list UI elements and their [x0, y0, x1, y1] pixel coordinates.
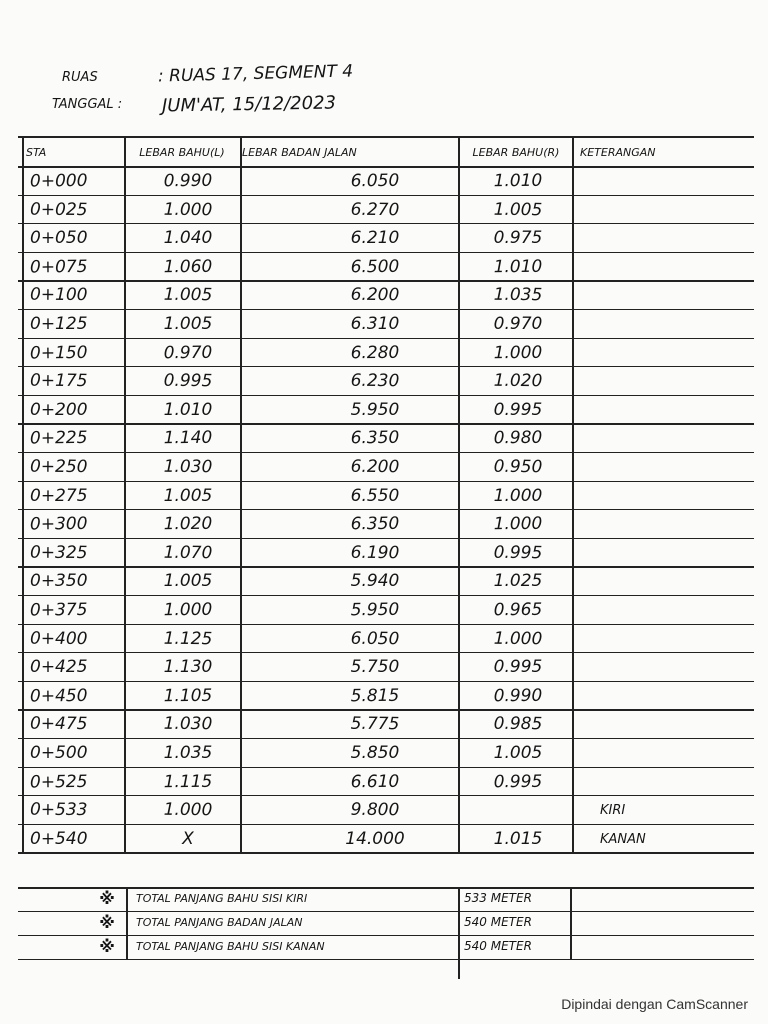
bahu-right-cell: 0.995	[493, 542, 543, 564]
bahu-right-cell: 1.000	[493, 513, 543, 535]
badan-jalan-cell: 6.350	[350, 513, 400, 535]
bahu-right-cell: 1.000	[493, 342, 543, 363]
bahu-left-cell: 1.010	[163, 399, 213, 420]
badan-jalan-cell: 6.280	[350, 342, 400, 363]
sta-cell: 0+250	[29, 456, 88, 478]
bahu-right-cell: 0.995	[493, 657, 543, 678]
bahu-left-cell: 1.115	[163, 771, 213, 792]
bahu-right-cell: 0.970	[493, 314, 543, 334]
bahu-left-cell: 1.105	[163, 685, 213, 707]
bahu-right-cell: 1.000	[493, 628, 543, 649]
sta-cell: 0+050	[30, 228, 88, 249]
badan-jalan-cell: 6.190	[350, 542, 400, 564]
table-rule	[18, 681, 754, 682]
badan-jalan-cell: 6.270	[350, 199, 400, 220]
table-rule	[18, 709, 754, 710]
bahu-right-cell: 1.025	[493, 571, 543, 592]
table-rule	[18, 767, 754, 768]
bahu-left-cell: 1.000	[163, 599, 213, 621]
bahu-left-cell: 1.035	[163, 743, 213, 763]
date-label: TANGGAL :	[52, 97, 123, 112]
sta-cell: 0+150	[29, 342, 88, 364]
summary-value: 540 METER	[464, 915, 532, 929]
bahu-right-cell: 0.990	[493, 685, 543, 707]
bahu-right-cell: 1.010	[493, 256, 543, 278]
table-rule	[18, 509, 754, 510]
table-rule	[18, 223, 754, 224]
table-rule	[18, 309, 754, 310]
badan-jalan-cell: 9.800	[350, 799, 400, 821]
table-rule	[18, 652, 754, 653]
badan-jalan-cell: 6.230	[350, 370, 400, 392]
sta-cell: 0+175	[29, 370, 88, 392]
sta-cell: 0+125	[30, 314, 88, 334]
badan-jalan-cell: 5.815	[350, 685, 400, 707]
badan-jalan-cell: 5.775	[350, 714, 400, 735]
table-rule	[18, 423, 754, 424]
summary-value: 540 METER	[464, 939, 532, 953]
bahu-left-cell: 1.070	[163, 542, 213, 564]
table-rule	[18, 824, 754, 825]
table-rule	[18, 481, 754, 482]
sta-cell: 0+400	[29, 628, 88, 649]
sta-cell: 0+300	[29, 514, 88, 535]
sta-cell: 0+025	[29, 199, 88, 220]
bahu-right-cell: 1.005	[493, 199, 543, 220]
sta-cell: 0+200	[30, 399, 88, 420]
column-header: LEBAR BAHU(L)	[139, 146, 225, 159]
table-rule	[18, 959, 754, 960]
badan-jalan-cell: 6.050	[350, 628, 400, 649]
table-rule	[22, 136, 24, 852]
summary-mark: ※	[99, 889, 115, 908]
bahu-left-cell: 1.005	[163, 571, 213, 592]
badan-jalan-cell: 5.950	[350, 399, 400, 420]
sta-cell: 0+375	[29, 599, 88, 621]
summary-label: TOTAL PANJANG BADAN JALAN	[136, 916, 303, 929]
table-rule	[18, 566, 754, 567]
sta-cell: 0+525	[29, 771, 88, 793]
bahu-right-cell: 1.015	[493, 828, 543, 849]
bahu-left-cell: 1.000	[163, 799, 213, 821]
table-rule	[572, 136, 574, 852]
bahu-right-cell: 0.995	[493, 399, 543, 420]
table-rule	[126, 887, 128, 959]
bahu-left-cell: 0.970	[163, 342, 213, 363]
sta-cell: 0+325	[29, 542, 88, 563]
bahu-left-cell: 0.990	[163, 170, 213, 192]
bahu-left-cell: 1.140	[163, 428, 213, 449]
table-rule	[458, 136, 460, 852]
bahu-right-cell: 0.975	[493, 228, 543, 249]
sta-cell: 0+000	[29, 170, 88, 192]
bahu-left-cell: 1.000	[163, 199, 213, 220]
table-rule	[18, 538, 754, 539]
date-value: JUM'AT, 15/12/2023	[161, 92, 337, 117]
bahu-left-cell: 1.030	[163, 456, 213, 478]
bahu-right-cell: 0.985	[493, 714, 543, 735]
table-rule	[18, 280, 754, 281]
table-rule	[124, 136, 126, 852]
bahu-right-cell: 1.035	[493, 285, 543, 306]
table-rule	[18, 795, 754, 796]
sta-cell: 0+450	[29, 685, 88, 707]
table-rule	[18, 195, 754, 196]
badan-jalan-cell: 5.850	[350, 743, 400, 763]
bahu-left-cell: 1.005	[163, 285, 213, 306]
table-rule	[18, 852, 754, 853]
sta-cell: 0+475	[29, 713, 88, 735]
bahu-right-cell: 1.000	[493, 485, 543, 506]
summary-label: TOTAL PANJANG BAHU SISI KIRI	[136, 892, 308, 905]
badan-jalan-cell: 5.940	[350, 571, 400, 592]
table-rule	[18, 911, 754, 912]
keterangan-cell: KANAN	[600, 831, 646, 847]
sta-cell: 0+275	[30, 485, 88, 506]
sta-cell: 0+225	[29, 428, 88, 449]
badan-jalan-cell: 6.350	[350, 428, 400, 449]
bahu-right-cell: 1.005	[493, 743, 543, 763]
bahu-left-cell: 0.995	[163, 370, 213, 392]
table-rule	[570, 887, 572, 959]
bahu-right-cell: 0.965	[493, 599, 543, 621]
badan-jalan-cell: 5.750	[350, 657, 400, 678]
table-rule	[18, 166, 754, 168]
column-header: STA	[26, 146, 47, 159]
bahu-left-cell: 1.130	[163, 657, 213, 678]
bahu-right-cell: 1.020	[493, 370, 543, 392]
badan-jalan-cell: 6.500	[350, 256, 400, 278]
badan-jalan-cell: 6.050	[350, 170, 400, 192]
table-rule	[18, 395, 754, 396]
summary-value: 533 METER	[464, 891, 532, 905]
bahu-left-cell: 1.005	[163, 314, 213, 334]
sta-cell: 0+540	[30, 828, 88, 849]
sta-cell: 0+350	[30, 571, 88, 592]
sta-cell: 0+100	[29, 284, 88, 306]
bahu-left-cell: 1.020	[163, 513, 213, 535]
badan-jalan-cell: 6.200	[350, 456, 400, 478]
badan-jalan-cell: 6.210	[350, 228, 400, 249]
table-rule	[458, 887, 460, 979]
table-rule	[18, 595, 754, 596]
bahu-left-cell: X	[182, 828, 194, 849]
column-header: LEBAR BADAN JALAN	[242, 146, 357, 159]
badan-jalan-cell: 6.310	[350, 314, 400, 334]
badan-jalan-cell: 6.550	[350, 485, 400, 506]
badan-jalan-cell: 14.000	[345, 828, 405, 849]
keterangan-cell: KIRI	[600, 803, 626, 819]
bahu-right-cell: 0.980	[493, 428, 543, 449]
sta-cell: 0+500	[30, 743, 88, 763]
bahu-left-cell: 1.030	[163, 714, 213, 735]
badan-jalan-cell: 5.950	[350, 599, 400, 621]
table-rule	[18, 338, 754, 339]
table-rule	[18, 738, 754, 739]
summary-mark: ※	[99, 913, 115, 932]
table-rule	[18, 624, 754, 625]
table-rule	[18, 252, 754, 253]
bahu-right-cell: 0.995	[493, 771, 543, 792]
column-header: KETERANGAN	[580, 146, 656, 159]
bahu-right-cell: 0.950	[493, 456, 543, 478]
badan-jalan-cell: 6.610	[350, 771, 400, 792]
table-rule	[18, 887, 754, 889]
bahu-left-cell: 1.060	[163, 256, 213, 278]
bahu-right-cell: 1.010	[493, 170, 543, 192]
bahu-right-cell	[470, 800, 566, 801]
badan-jalan-cell: 6.200	[350, 285, 400, 306]
sta-cell: 0+075	[29, 256, 88, 278]
bahu-left-cell: 1.005	[163, 485, 213, 506]
scanner-watermark: Dipindai dengan CamScanner	[561, 996, 748, 1012]
ruas-value: : RUAS 17, SEGMENT 4	[157, 61, 354, 87]
table-rule	[240, 136, 242, 852]
ruas-label: RUAS	[62, 70, 98, 85]
column-header: LEBAR BAHU(R)	[472, 146, 560, 159]
table-rule	[18, 935, 754, 936]
sta-cell: 0+425	[30, 657, 88, 678]
summary-mark: ※	[99, 937, 115, 956]
sta-cell: 0+533	[29, 799, 88, 821]
table-rule	[18, 452, 754, 453]
summary-label: TOTAL PANJANG BAHU SISI KANAN	[136, 940, 325, 953]
bahu-left-cell: 1.125	[163, 628, 213, 649]
bahu-left-cell: 1.040	[163, 228, 213, 249]
table-rule	[18, 136, 754, 138]
table-rule	[18, 366, 754, 367]
